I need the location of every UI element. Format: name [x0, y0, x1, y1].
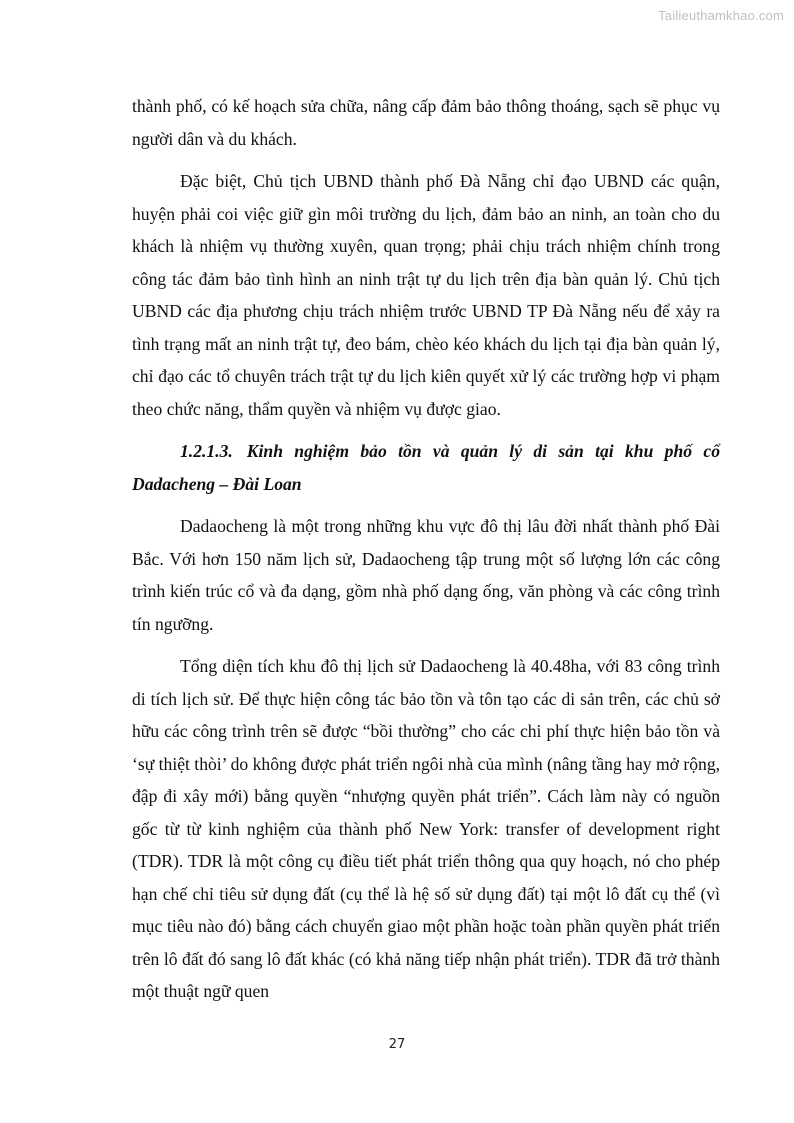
section-number: 1.2.1.3. — [180, 441, 233, 461]
page-number: 27 — [388, 1037, 406, 1052]
paragraph-2: Đặc biệt, Chủ tịch UBND thành phố Đà Nẵng chỉ đạo UBND các quận, huyện phải coi việc giữ gìn môi trường du lịch, đảm bảo an ninh, an toàn cho du khách là nhiệm vụ thường xuyên, quan trọng; phải chịu trách nhiệm chính trong công tác đảm bảo tình hình an ninh trật tự du lịch trên địa bàn quản lý. Chủ tịch UBND các địa phương chịu trách nhiệm trước UBND TP Đà Nẵng nếu để xảy ra tình trạng mất an ninh trật tự, đeo bám, chèo kéo khách du lịch tại địa bàn quản lý, chỉ đạo các tổ chuyên trách trật tự du lịch kiên quyết xử lý các trường hợp vi phạm theo chức năng, thẩm quyền và nhiệm vụ được giao. — [132, 171, 720, 419]
paragraph-4: Tổng diện tích khu đô thị lịch sử Dadaocheng là 40.48ha, với 83 công trình di tích lịch sử. Để thực hiện công tác bảo tồn và tôn tạo các di sản trên, các chủ sở hữu các công trình trên sẽ được “bồi thường” cho các chi phí thực hiện bảo tồn và ‘sự thiệt thòi’ do không được phát triển ngôi nhà của mình (nâng tầng hay mở rộng, đập đi xây mới) bằng quyền “nhượng quyền phát triển”. Cách làm này có nguồn gốc từ từ kinh nghiệm của thành phố New York: transfer of development right (TDR). TDR là một công cụ điều tiết phát triển thông qua quy hoạch, nó cho phép hạn chế chỉ tiêu sử dụng đất (cụ thể là hệ số sử dụng đất) tại một lô đất cụ thể (vì mục tiêu nào đó) bằng cách chuyển giao một phần hoặc toàn phần quyền phát triển trên lô đất đó sang lô đất khác (có khả năng tiếp nhận phát triển). TDR đã trở thành một thuật ngữ quen — [132, 656, 721, 1001]
paragraph-3: Dadaocheng là một trong những khu vực đô thị lâu đời nhất thành phố Đài Bắc. Với hơn 150 năm lịch sử, Dadaocheng tập trung một số lượng lớn các công trình kiến trúc cổ và đa dạng, gồm nhà phố dạng ống, văn phòng và các công trình tín ngưỡng. — [132, 516, 720, 634]
section-heading — [132, 435, 720, 500]
page-body — [132, 90, 720, 1018]
paragraph-1: thành phố, có kế hoạch sửa chữa, nâng cấp đảm bảo thông thoáng, sạch sẽ phục vụ người dân và du khách. — [132, 96, 720, 149]
section-title: Kinh nghiệm bảo tồn và quản lý di sản tại khu phố cổ Dadacheng – Đài Loan — [132, 441, 720, 494]
watermark: Tailieuthamkhao.com — [658, 8, 784, 23]
